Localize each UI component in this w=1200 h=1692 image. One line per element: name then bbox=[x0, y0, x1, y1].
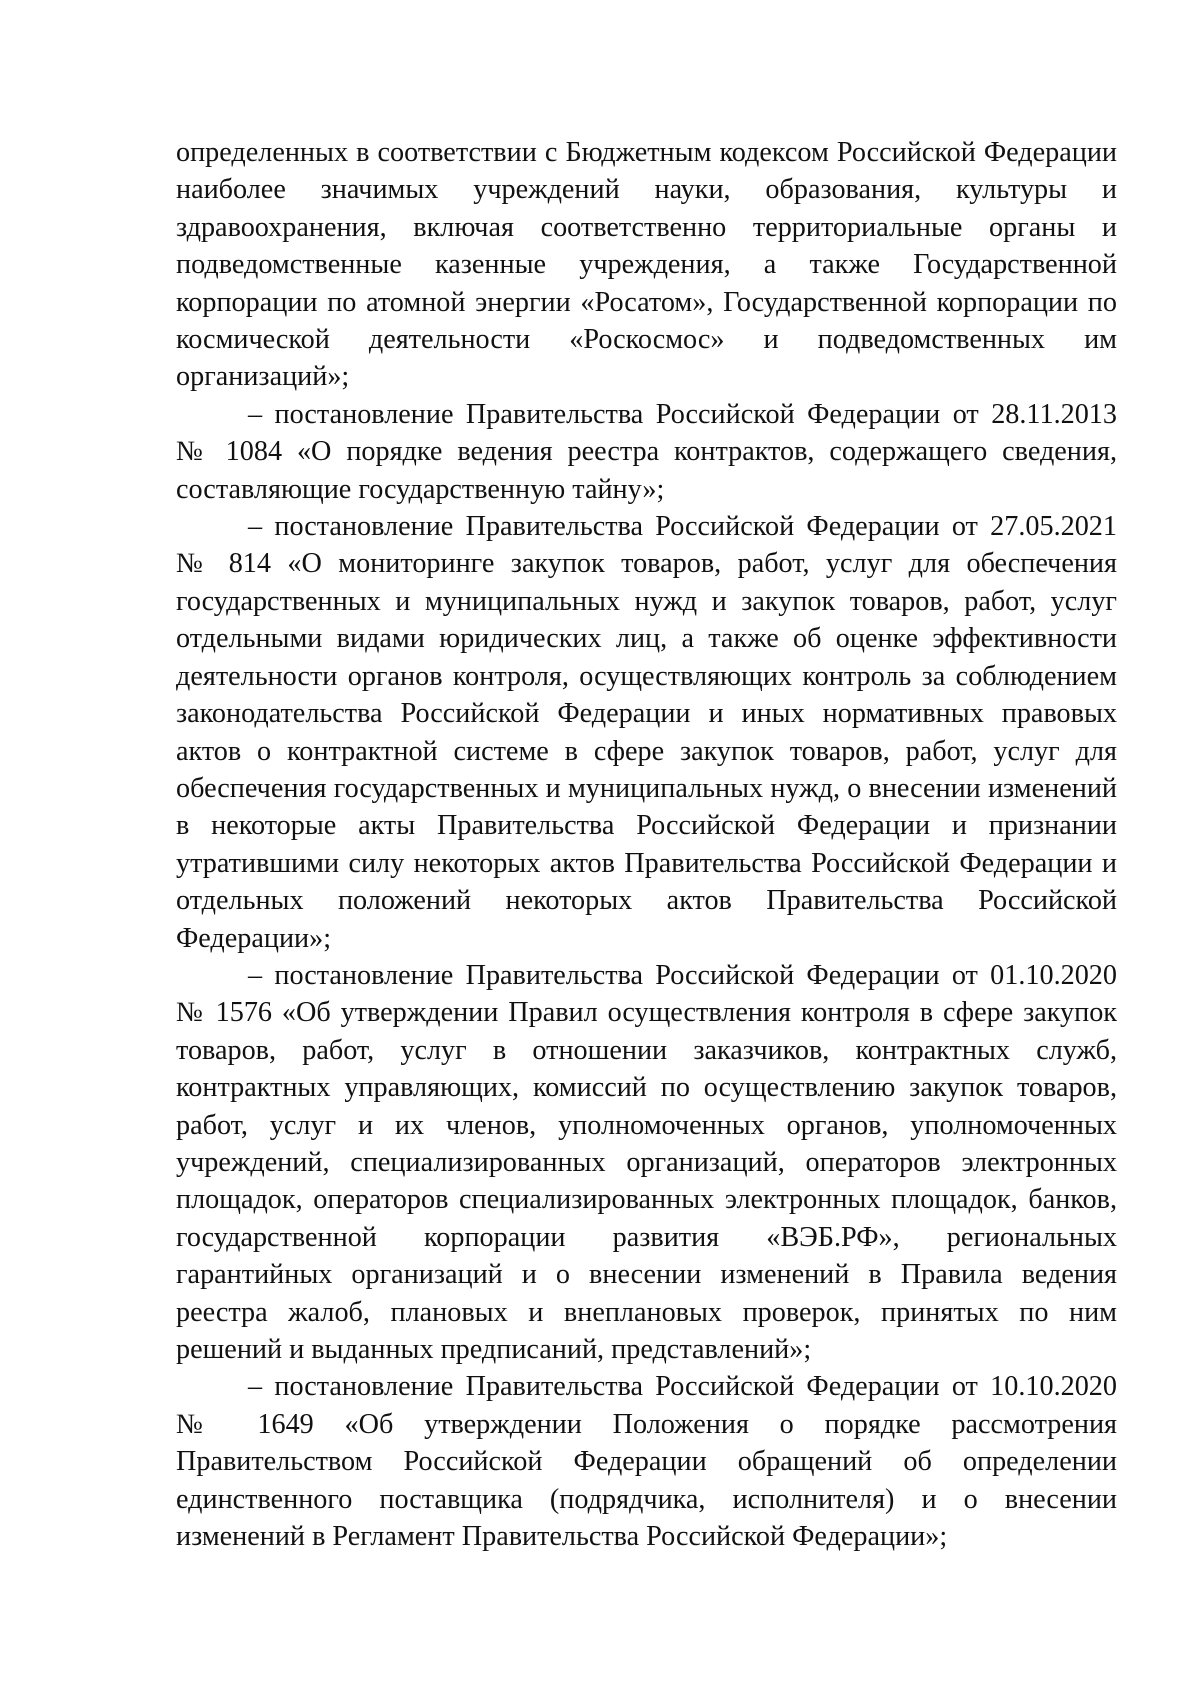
paragraph-decree-1576: – постановление Правительства Российской Федерации от 01.10.2020 № 1576 «Об утверждении Правил осуществления контроля в сфере закупок товаров, работ, услуг в отношении заказчиков, контрактных служб, контрактных управляющих, комиссий по осуществлению закупок товаров, работ, услуг и их членов, уполномоченных органов, уполномоченных учреждений, специализированных организаций, операторов электронных площадок, операторов специализированных электронных площадок, банков, государственной корпорации развития «ВЭБ.РФ», региональных гарантийных организаций и о внесении изменений в Правила ведения реестра жалоб, плановых и внеплановых проверок, принятых по ним решений и выданных предписаний, представлений»; bbox=[176, 959, 1117, 1365]
document-body bbox=[176, 134, 1117, 1555]
paragraph-decree-1084: – постановление Правительства Российской Федерации от 28.11.2013 № 1084 «О порядке ведения реестра контрактов, содержащего сведения, составляющие государственную тайну»; bbox=[176, 398, 1117, 505]
paragraph-decree-814: – постановление Правительства Российской Федерации от 27.05.2021 № 814 «О мониторинге закупок товаров, работ, услуг для обеспечения государственных и муниципальных нужд и закупок товаров, работ, услуг отдельными видами юридических лиц, а также об оценке эффективности деятельности органов контроля, осуществляющих контроль за соблюдением законодательства Российской Федерации и иных нормативных правовых актов о контрактной системе в сфере закупок товаров, работ, услуг для обеспечения государственных и муниципальных нужд, о внесении изменений в некоторые акты Правительства Российской Федерации и признании утратившими силу некоторых актов Правительства Российской Федерации и отдельных положений некоторых актов Правительства Российской Федерации»; bbox=[176, 511, 1117, 954]
paragraph-decree-1649: – постановление Правительства Российской Федерации от 10.10.2020 № 1649 «Об утверждении Положения о порядке рассмотрения Правительством Российской Федерации обращений об определении единственного поставщика (подрядчика, исполнителя) и о внесении изменений в Регламент Правительства Российской Федерации»; bbox=[176, 1371, 1117, 1553]
paragraph-continuation: определенных в соответствии с Бюджетным кодексом Российской Федерации наиболее значимых учреждений науки, образования, культуры и здравоохранения, включая соответственно территориальные органы и подведомственные казенные учреждения, а также Государственной корпорации по атомной энергии «Росатом», Государственной корпорации по космической деятельности «Роскосмос» и подведомственных им организаций»; bbox=[176, 137, 1117, 393]
